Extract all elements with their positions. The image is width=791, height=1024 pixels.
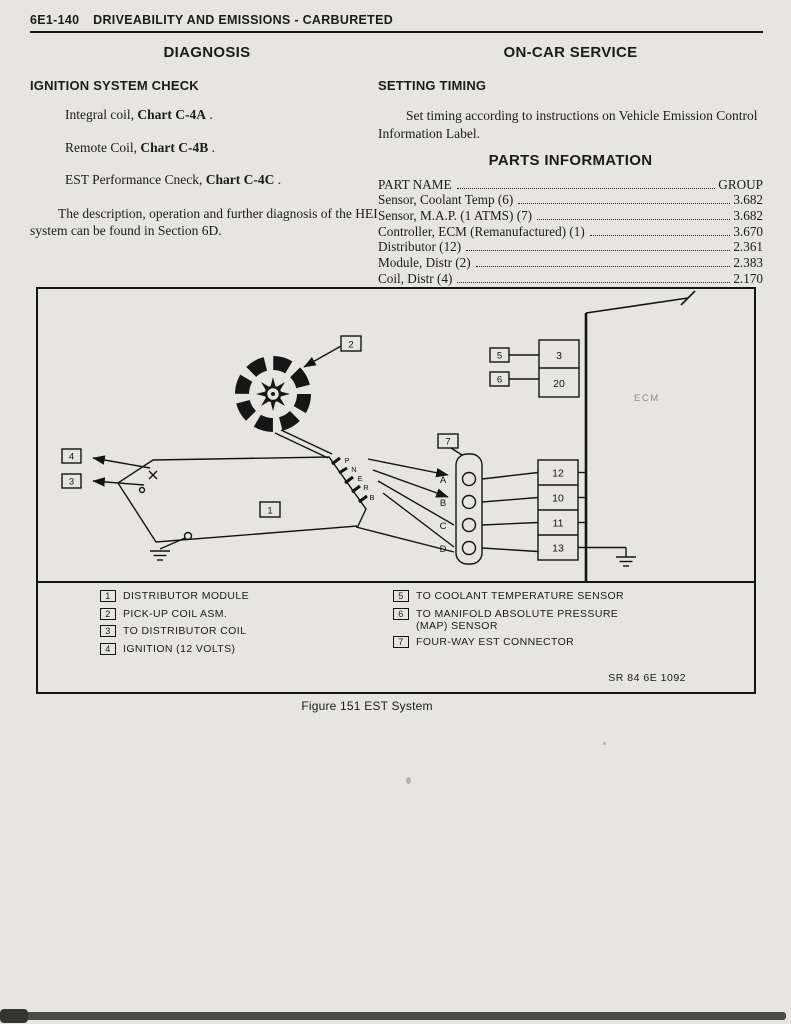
- part-name: Controller, ECM (Remanufactured) (1): [378, 223, 585, 239]
- x-mark: [149, 471, 157, 479]
- dot-leader: [457, 188, 716, 189]
- on-car-service-heading: ON-CAR SERVICE: [503, 44, 638, 61]
- parts-row: [378, 208, 763, 224]
- legend-item-3: [100, 625, 249, 638]
- setting-timing-heading: SETTING TIMING: [378, 78, 487, 93]
- on-car-service-column: [378, 44, 763, 287]
- parts-row: [378, 271, 763, 287]
- scan-speck: [603, 742, 606, 745]
- ecm-pin-3: 3: [556, 350, 562, 362]
- est-connector: [456, 454, 482, 564]
- setting-timing-paragraph: Set timing according to instructions on Vehicle Emission Control Information Label.: [378, 108, 758, 141]
- legend-callout-box: 5: [393, 590, 409, 602]
- legend-label: DISTRIBUTOR MODULE: [123, 590, 250, 602]
- connector-pin-b: B: [439, 498, 447, 509]
- terminal-r: R: [363, 483, 369, 492]
- terminal-n: N: [351, 465, 357, 474]
- legend-item-6: [393, 608, 733, 633]
- part-name: Sensor, Coolant Temp (6): [378, 192, 514, 208]
- callout-2-number: 2: [348, 339, 354, 351]
- part-group: 2.361: [733, 239, 763, 255]
- wire-cell-13: 13: [552, 542, 564, 555]
- ground-symbol-right: [616, 557, 636, 566]
- callout-1-number: 1: [267, 505, 273, 517]
- legend-column-left: [100, 590, 249, 660]
- callout-6-number: 6: [496, 374, 503, 386]
- legend-callout-box: 6: [393, 608, 409, 620]
- col-part-name: PART NAME: [378, 176, 452, 192]
- scanner-edge-blob: [0, 1009, 28, 1023]
- part-name: Module, Distr (2): [378, 255, 471, 271]
- part-group: 3.682: [733, 208, 763, 224]
- parts-row: [378, 239, 763, 255]
- legend-callout-box: 7: [393, 636, 409, 648]
- part-name: Sensor, M.A.P. (1 ATMS) (7): [378, 208, 533, 224]
- header-rule: [30, 31, 763, 33]
- legend-label: PICK-UP COIL ASM.: [123, 607, 228, 620]
- dot-leader: [476, 266, 731, 267]
- terminal-e: E: [357, 474, 363, 483]
- chart-ref: Chart C-4C: [205, 172, 275, 187]
- distributor-module: [118, 457, 366, 542]
- part-group: 2.170: [733, 270, 763, 286]
- legend-item-4: [100, 643, 249, 656]
- figure-frame: [36, 287, 756, 694]
- legend-label: TO DISTRIBUTOR COIL: [123, 625, 247, 637]
- legend-label: IGNITION (12 VOLTS): [123, 642, 236, 655]
- legend-callout-box: 4: [100, 643, 116, 655]
- legend-label: TO COOLANT TEMPERATURE SENSOR: [416, 590, 625, 602]
- scanner-edge-bar: [2, 1012, 786, 1020]
- check-item: [65, 107, 384, 123]
- legend-label: FOUR-WAY EST CONNECTOR: [416, 635, 575, 648]
- check-item: [65, 172, 384, 188]
- connector-pin-a: A: [439, 475, 447, 486]
- connector-pin-c: C: [439, 521, 447, 532]
- chart-ref: Chart C-4A: [137, 107, 206, 122]
- dot-leader: [457, 282, 730, 283]
- legend-column-right: [393, 590, 733, 653]
- ground-symbol-left: [150, 533, 192, 561]
- drawing-reference: SR 84 6E 1092: [608, 672, 686, 684]
- parts-row: [378, 224, 763, 240]
- hei-note-paragraph: The description, operation and further diagnosis of the HEI system can be found in Section 6D.: [30, 205, 378, 239]
- diagnosis-heading: DIAGNOSIS: [163, 44, 251, 61]
- legend-callout-box: 1: [100, 590, 116, 602]
- callout-3-number: 3: [68, 476, 75, 488]
- callout-5-number: 5: [496, 350, 503, 362]
- wire-cell-12: 12: [552, 467, 564, 480]
- part-name: Coil, Distr (4): [378, 270, 453, 286]
- check-lead: Integral coil,: [65, 107, 138, 122]
- dot-leader: [590, 235, 731, 236]
- legend-label: TO MANIFOLD ABSOLUTE PRESSURE: [416, 607, 619, 620]
- part-group: 3.670: [733, 223, 763, 239]
- legend-label-continued: (MAP) SENSOR: [416, 619, 498, 632]
- part-group: 3.682: [733, 192, 763, 208]
- coil-leads: [275, 430, 332, 458]
- figure-caption: Figure 151 EST System: [301, 699, 433, 713]
- connector-pin-d: D: [439, 544, 447, 555]
- check-tail: .: [274, 172, 282, 187]
- wire-cell-10: 10: [552, 492, 564, 505]
- parts-table: [378, 177, 763, 287]
- legend-item-7: [393, 636, 733, 649]
- ecm-label: ECM: [634, 393, 660, 404]
- legend-callout-box: 2: [100, 608, 116, 620]
- diagnosis-column: [30, 44, 384, 240]
- ignition-system-check-heading: IGNITION SYSTEM CHECK: [30, 78, 199, 93]
- check-item: [65, 140, 384, 156]
- terminal-p: P: [344, 456, 350, 465]
- figure-legend: [38, 581, 754, 692]
- ecm-pin-20: 20: [553, 378, 565, 390]
- chart-ref: Chart C-4B: [140, 139, 209, 155]
- dot-leader: [466, 250, 730, 251]
- check-lead: Remote Coil,: [65, 139, 141, 155]
- parts-table-header: [378, 177, 763, 193]
- pickup-coil: [242, 363, 304, 425]
- chart-reference-list: [65, 107, 384, 188]
- callout-4-number: 4: [68, 451, 75, 463]
- est-wiring-diagram: [38, 289, 754, 581]
- check-lead: EST Performance Cneck,: [65, 172, 206, 187]
- legend-item-1: [100, 590, 249, 603]
- parts-row: [378, 255, 763, 271]
- legend-callout-box: 3: [100, 625, 116, 637]
- ecm-boundary: [586, 291, 695, 581]
- parts-row: [378, 192, 763, 208]
- terminal-b: B: [369, 493, 375, 502]
- parts-information-heading: PARTS INFORMATION: [488, 151, 653, 169]
- page-title: DRIVEABILITY AND EMISSIONS - CARBURETED: [93, 13, 394, 27]
- part-group: 2.383: [733, 255, 763, 271]
- check-tail: .: [205, 107, 213, 122]
- wire-cell-11: 11: [552, 517, 564, 530]
- callout-7-number: 7: [445, 436, 451, 448]
- part-name: Distributor (12): [378, 239, 462, 255]
- dot-leader: [518, 203, 730, 204]
- connector-to-block-wires: [482, 473, 538, 552]
- page-header: [30, 13, 393, 27]
- scan-speck: [406, 777, 411, 784]
- page-number: 6E1-140: [30, 13, 80, 27]
- legend-item-5: [393, 590, 733, 603]
- module-port-dot: [140, 488, 145, 493]
- dot-leader: [537, 219, 730, 220]
- legend-item-2: [100, 608, 249, 621]
- col-group: GROUP: [718, 176, 763, 192]
- check-tail: .: [208, 139, 215, 155]
